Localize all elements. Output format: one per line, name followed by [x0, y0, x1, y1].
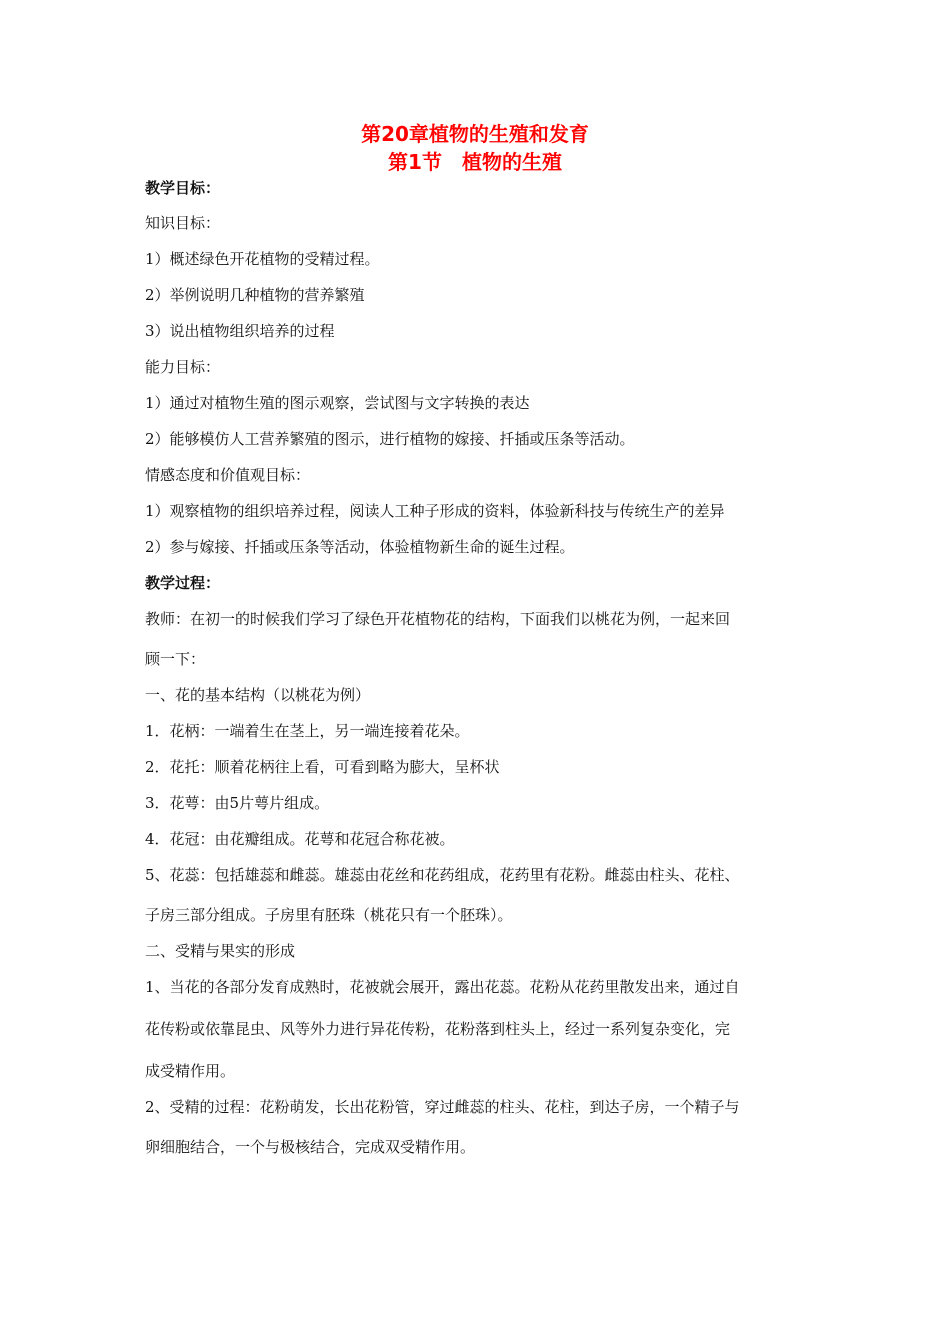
part2-item: 花传粉或依靠昆虫、风等外力进行异花传粉，花粉落到柱头上，经过一系列复杂变化，完 [145, 1020, 731, 1038]
knowledge-label: 知识目标： [145, 214, 221, 232]
process-intro: 顾一下： [145, 650, 206, 668]
part2-item: 1、当花的各部分发育成熟时，花被就会展开，露出花蕊。花粉从花药里散发出来，通过自 [145, 978, 740, 996]
part1-item: 子房三部分组成。子房里有胚珠（桃花只有一个胚珠）。 [145, 906, 513, 924]
attitude-item: 1）观察植物的组织培养过程，阅读人工种子形成的资料，体验新科技与传统生产的差异 [145, 502, 725, 520]
part1-item: 3．花萼：由5片萼片组成。 [145, 794, 330, 812]
ability-item: 1）通过对植物生殖的图示观察，尝试图与文字转换的表达 [145, 394, 530, 412]
part2-item: 成受精作用。 [145, 1062, 236, 1080]
part1-item: 2．花托：顺着花柄往上看，可看到略为膨大，呈杯状 [145, 758, 500, 776]
part2-item: 卵细胞结合，一个与极核结合，完成双受精作用。 [145, 1138, 476, 1156]
part2-title: 二、受精与果实的形成 [145, 942, 296, 960]
part1-title: 一、花的基本结构（以桃花为例） [145, 686, 371, 704]
process-heading: 教学过程： [145, 574, 221, 592]
knowledge-item: 2）举例说明几种植物的营养繁殖 [145, 286, 365, 304]
part1-item: 5、花蕊：包括雄蕊和雌蕊。雄蕊由花丝和花药组成，花药里有花粉。雌蕊由柱头、花柱、 [145, 866, 740, 884]
process-intro: 教师：在初一的时候我们学习了绿色开花植物花的结构，下面我们以桃花为例，一起来回 [145, 610, 731, 628]
chapter-title: 第20章植物的生殖和发育 [361, 122, 589, 146]
knowledge-item: 1）概述绿色开花植物的受精过程。 [145, 250, 380, 268]
ability-item: 2）能够模仿人工营养繁殖的图示，进行植物的嫁接、扦插或压条等活动。 [145, 430, 635, 448]
attitude-item: 2）参与嫁接、扦插或压条等活动，体验植物新生命的诞生过程。 [145, 538, 575, 556]
knowledge-item: 3）说出植物组织培养的过程 [145, 322, 335, 340]
part1-item: 4．花冠：由花瓣组成。花萼和花冠合称花被。 [145, 830, 455, 848]
objectives-heading: 教学目标： [145, 179, 221, 197]
part2-item: 2、受精的过程：花粉萌发，长出花粉管，穿过雌蕊的柱头、花柱，到达子房，一个精子与 [145, 1098, 740, 1116]
attitude-label: 情感态度和价值观目标： [145, 466, 311, 484]
part1-item: 1．花柄：一端着生在茎上，另一端连接着花朵。 [145, 722, 470, 740]
ability-label: 能力目标： [145, 358, 221, 376]
section-title: 第1节 植物的生殖 [388, 150, 562, 174]
